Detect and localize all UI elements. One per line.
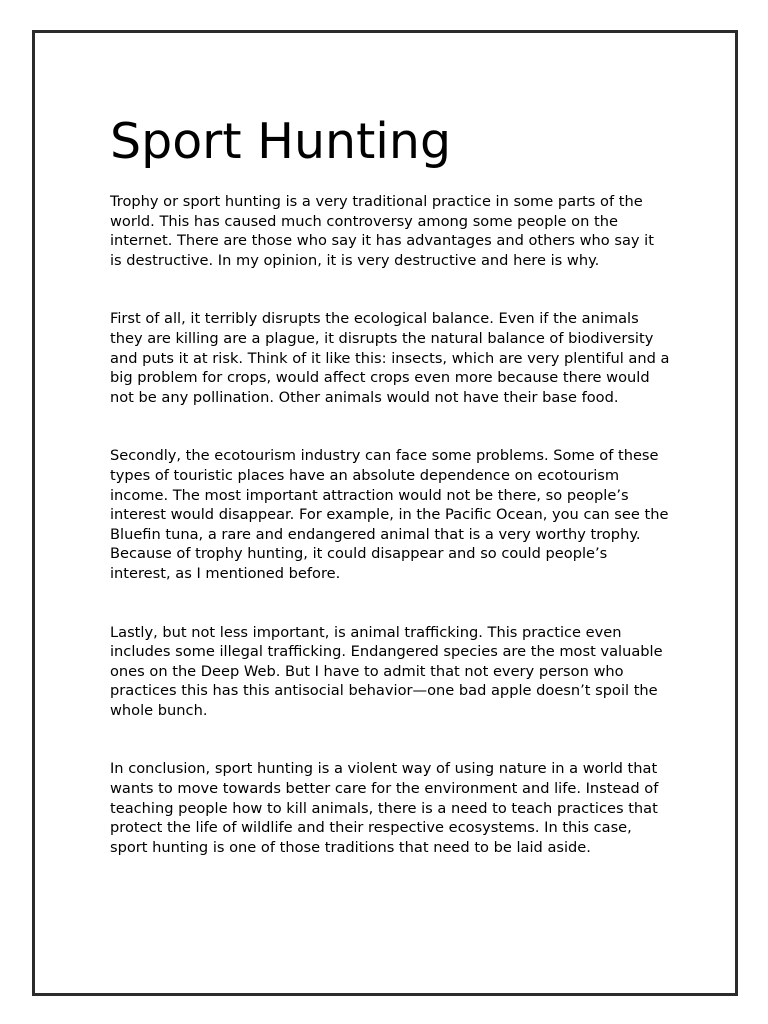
paragraph-ecological-balance: First of all, it terribly disrupts the ecological balance. Even if the animals they are killing are a plague, it disrupts the natural balance of biodiversity and puts it at risk. Think of it like this: insects, which are very plentiful and a big problem for crops, would affect crops even more because there would not be any pollination. Other animals would not have their base food.	[110, 310, 670, 406]
paragraph-conclusion: In conclusion, sport hunting is a violent way of using nature in a world that wants to move towards better care for the environment and life. Instead of teaching people how to kill animals, there is a need to teach practices that protect the life of wildlife and their respective ecosystems. In this case, sport hunting is one of those traditions that need to be laid aside.	[110, 760, 659, 856]
essay-body	[110, 112, 670, 896]
paragraph-ecotourism: Secondly, the ecotourism industry can face some problems. Some of these types of touristic places have an absolute dependence on ecotourism income. The most important attraction would not be there, so people’s interest would disappear. For example, in the Pacific Ocean, you can see the Bluefin tuna, a rare and endangered animal that is a very worthy trophy. Because of trophy hunting, it could disappear and so could people’s interest, as I mentioned before.	[110, 447, 669, 582]
paragraph-animal-trafficking: Lastly, but not less important, is animal trafficking. This practice even includes some illegal trafficking. Endangered species are the most valuable ones on the Deep Web. But I have to admit that not every person who practices this has this antisocial behavior—one bad apple doesn’t spoil the whole bunch.	[110, 623, 663, 719]
document-title: Sport Hunting	[110, 113, 452, 170]
paragraph-introduction: Trophy or sport hunting is a very traditional practice in some parts of the world. This has caused much controversy among some people on the internet. There are those who say it has advantages and others who say it is destructive. In my opinion, it is very destructive and here is why.	[110, 193, 654, 269]
